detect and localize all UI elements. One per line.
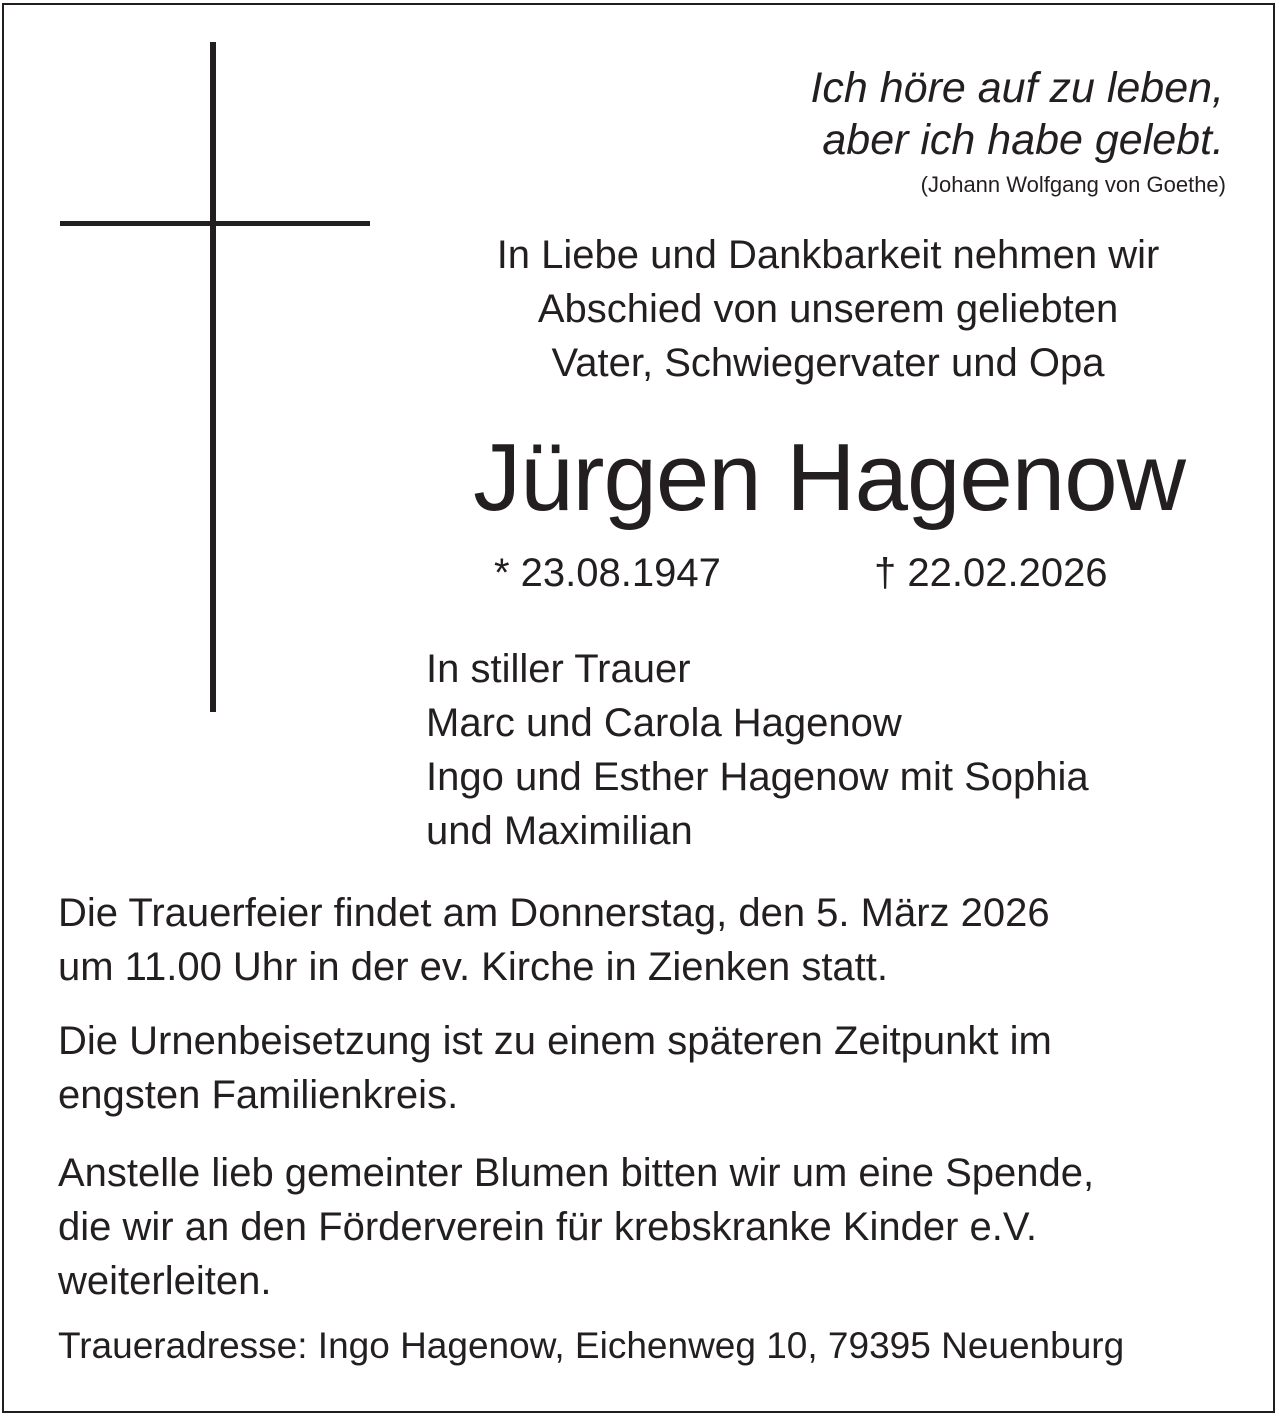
cross-horizontal-bar: [60, 221, 370, 226]
donation-line-1: Anstelle lieb gemeinter Blumen bitten wir um eine Spende,: [58, 1151, 1095, 1195]
burial-line-2: engsten Familienkreis.: [58, 1073, 459, 1117]
intro-line-2: Abschied von unserem geliebten: [537, 287, 1119, 331]
intro-text: [430, 228, 1226, 390]
donation-info: [58, 1146, 1094, 1308]
quote-line-2: aber ich habe gelebt.: [822, 116, 1224, 164]
mourners-line-1: In stiller Trauer: [426, 647, 691, 691]
quote-author: (Johann Wolfgang von Goethe): [920, 172, 1226, 197]
death-date: † 22.02.2026: [874, 551, 1108, 595]
intro-line-3: Vater, Schwiegervater und Opa: [551, 341, 1105, 385]
mourners: [426, 642, 1089, 858]
funeral-line-2: um 11.00 Uhr in der ev. Kirche in Zienken statt.: [58, 945, 889, 989]
quote: [810, 62, 1224, 166]
mourning-address: Traueradresse: Ingo Hagenow, Eichenweg 10, 79395 Neuenburg: [58, 1325, 1125, 1366]
quote-line-1: Ich höre auf zu leben,: [810, 64, 1224, 112]
birth-date: * 23.08.1947: [494, 551, 721, 595]
mourners-line-4: und Maximilian: [426, 809, 693, 853]
mourners-line-2: Marc und Carola Hagenow: [426, 701, 902, 745]
funeral-line-1: Die Trauerfeier findet am Donnerstag, den 5. März 2026: [58, 891, 1050, 935]
deceased-name: Jürgen Hagenow: [473, 424, 1185, 531]
burial-info: [58, 1014, 1052, 1122]
funeral-info: [58, 886, 1050, 994]
donation-line-2: die wir an den Förderverein für krebskranke Kinder e.V.: [58, 1205, 1038, 1249]
donation-line-3: weiterleiten.: [58, 1259, 272, 1303]
burial-line-1: Die Urnenbeisetzung ist zu einem späteren Zeitpunkt im: [58, 1019, 1052, 1063]
mourners-line-3: Ingo und Esther Hagenow mit Sophia: [426, 755, 1089, 799]
intro-line-1: In Liebe und Dankbarkeit nehmen wir: [496, 233, 1160, 277]
cross-vertical-bar: [210, 42, 216, 712]
